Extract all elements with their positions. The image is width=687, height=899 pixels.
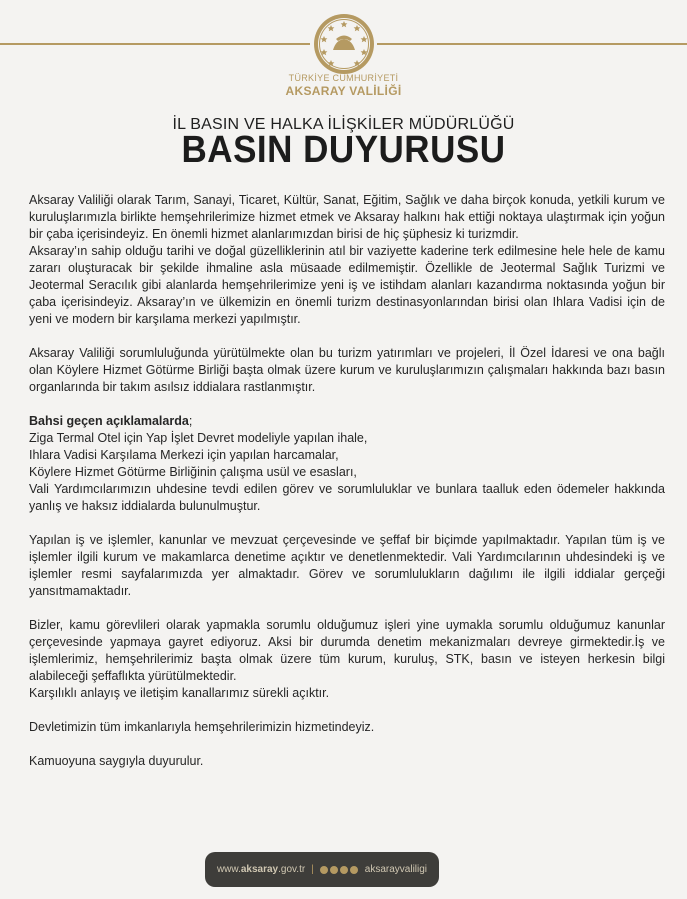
social-handle[interactable]: aksarayvaliligi <box>364 864 428 875</box>
institution-name-line2: AKSARAY VALİLİĞİ <box>285 84 402 98</box>
list-item: Ziga Termal Otel için Yap İşlet Devret modeliyle yapılan ihale, <box>29 431 368 445</box>
footer-contact-bar <box>205 852 439 887</box>
website-domain: aksaray <box>240 864 279 875</box>
youtube-icon[interactable] <box>340 866 348 874</box>
footer-separator: | <box>311 864 314 875</box>
institution-name-line1: TÜRKİYE CUMHURİYETİ <box>288 73 399 83</box>
list-item: Köylere Hizmet Götürme Birliğinin çalışma usül ve esasları, <box>29 465 357 479</box>
twitter-icon[interactable] <box>330 866 338 874</box>
social-icons <box>320 866 359 874</box>
header-divider-right <box>377 43 687 45</box>
governorship-seal-logo <box>312 12 376 76</box>
paragraph-1: Aksaray Valiliği olarak Tarım, Sanayi, Ticaret, Kültür, Sanat, Eğitim, Sağlık ve daha birçok konuda, yetkili kurum ve kuruluşlarımızla birlikte hemşehrilerimize hizmet etmek ve Aksaray halkını hak ettiği noktaya ulaştırmak için yoğun bir çaba içerisindeyiz. En önemli hizmet alanlarımızdan birisi de hiç şüphesiz ki turizmdir. <box>29 193 665 241</box>
paragraph-6: Karşılıklı anlayış ve iletişim kanallarımız sürekli açıktır. <box>29 686 330 700</box>
list-heading-suffix: ; <box>188 414 193 428</box>
paragraph-4: Yapılan iş ve işlemler, kanunlar ve mevzuat çerçevesinde ve şeffaf bir biçimde yapılmaktadır. Yapılan tüm iş ve işlemler ilgili kurum ve makamlarca denetime açıktır ve denetlenmektedir. Vali Yardımcılarının uhdesindeki iş ve işlemler resmi sayfalarımızda yer almaktadır. Görev ve sorumlulukların dağılımı ile ilgili iddialar gerçeği yansıtmamaktadır. <box>29 533 665 598</box>
list-tail: Vali Yardımcılarımızın uhdesine tevdi edilen görev ve sorumluluklar ve bunlara taalluk eden ödemeler hakkında yanlış ve haksız iddialarda bulunulmuştur. <box>29 482 665 513</box>
paragraph-5: Bizler, kamu görevlileri olarak yapmakla sorumlu olduğumuz işleri yine uymakla sorumlu olduğumuz kanunlar çerçevesinde yapmaya gayret ediyoruz. Aksi bir durumda denetim mekanizmaları devreye girmektedir.İş ve işlemlerimiz, hemşehrilerimiz başta olmak üzere tüm kurum, kuruluş, STK, basın ve isteyen herkesin bilgi alabileceği şeffaflıkta yürütülmektedir. <box>29 618 665 683</box>
list-heading: Bahsi geçen açıklamalarda <box>29 414 189 428</box>
page-title: BASIN DUYURUSU <box>181 128 506 171</box>
paragraph-2: Aksaray’ın sahip olduğu tarihi ve doğal güzelliklerinin atıl bir vaziyette kaderine terk edilmesine hele hele de kamu zararı oluşturacak bir şekilde ihmaline asla müsaade edilmemiştir. Özellikle de Jeotermal Sağlık Turizmi ve Jeotermal Seracılık gibi alanlarda hemşehrilerimize yeni iş ve istihdam alanları kazandırma noktasında yoğun bir çaba içerisindeyiz. Aksaray’ın ve ülkemizin en önemli turizm destinasyonlarından birisi olan Ihlara Vadisi için de yeni ve modern bir karşılama merkezi yapılmıştır. <box>29 244 665 326</box>
list-heading-row <box>29 413 665 430</box>
website-link[interactable] <box>217 864 305 875</box>
paragraph-7: Devletimizin tüm imkanlarıyla hemşehrilerimizin hizmetindeyiz. <box>29 720 375 734</box>
paragraph-3: Aksaray Valiliği sorumluluğunda yürütülmekte olan bu turizm yatırımları ve projeleri, İl Özel İdaresi ve ona bağlı olan Köylere Hizmet Götürme Birliği başta olmak üzere kurum ve kuruluşlarımızın çalışmaları hakkında bazı basın organlarında bir takım asılsız iddialara rastlanmıştır. <box>29 346 665 394</box>
instagram-icon[interactable] <box>320 866 328 874</box>
facebook-icon[interactable] <box>350 866 358 874</box>
website-suffix: .gov.tr <box>278 864 306 875</box>
paragraph-8: Kamuoyuna saygıyla duyurulur. <box>29 754 204 768</box>
header-divider-left <box>0 43 310 45</box>
list-item: Ihlara Vadisi Karşılama Merkezi için yapılan harcamalar, <box>29 448 339 462</box>
department-name: İL BASIN VE HALKA İLİŞKİLER MÜDÜRLÜĞÜ <box>172 116 515 133</box>
website-prefix: www. <box>216 864 241 875</box>
announcement-body <box>29 192 665 770</box>
